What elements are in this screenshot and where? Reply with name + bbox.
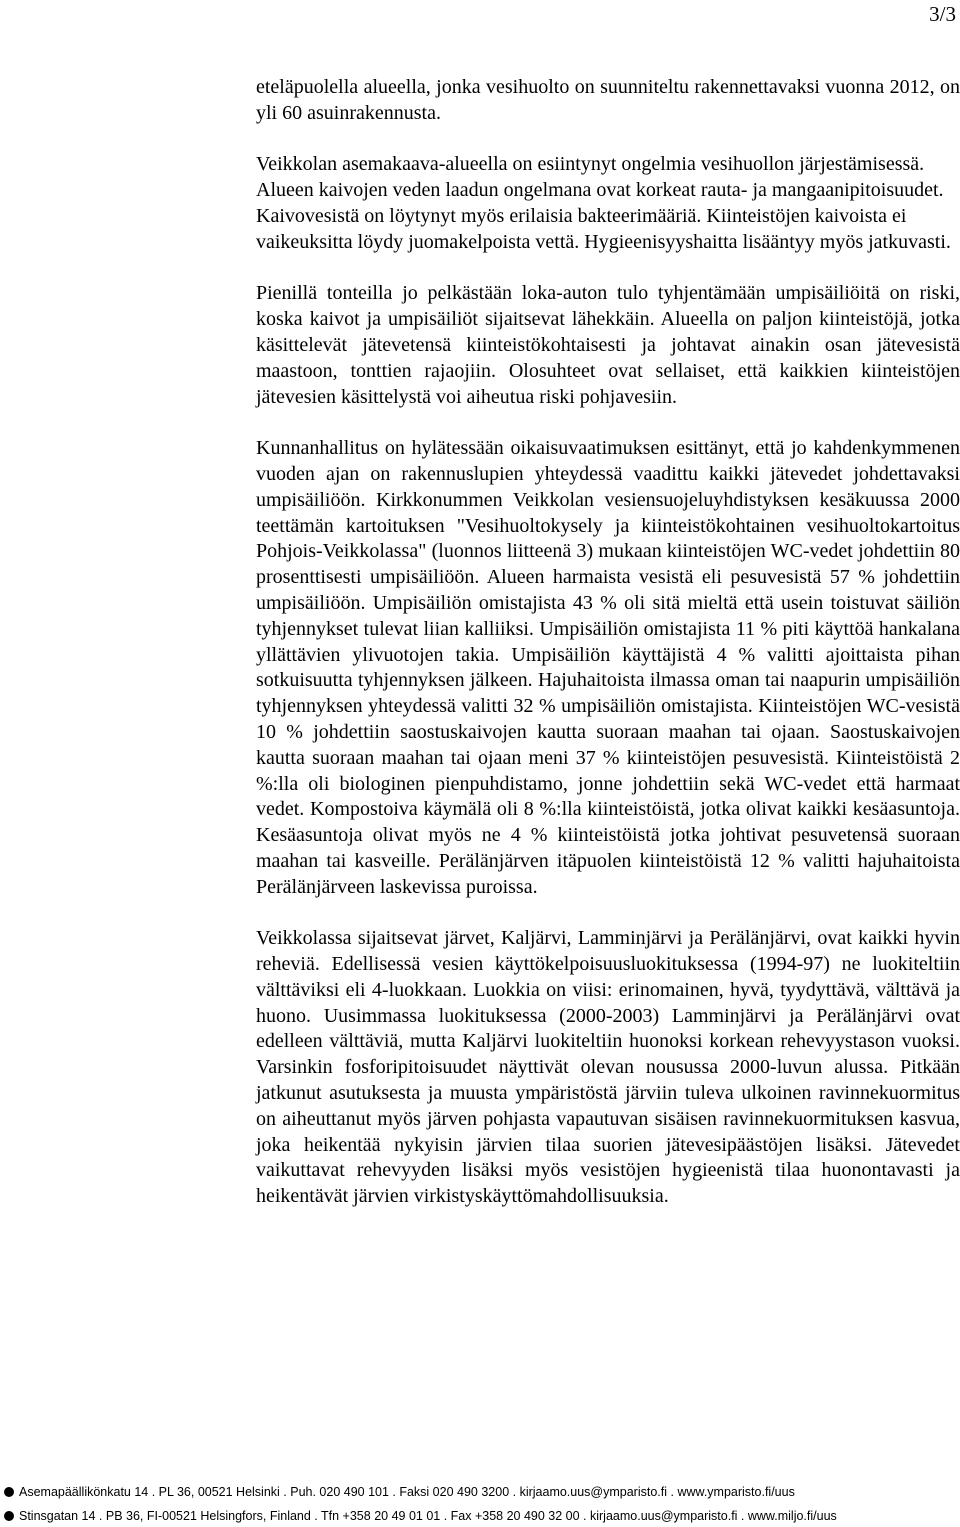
footer-address-finnish bbox=[4, 1484, 960, 1500]
paragraph-2: Veikkolan asemakaava-alueella on esiintynyt ongelmia vesihuollon järjestämisessä. Alueen kaivojen veden laadun ongelmana ovat korkeat rauta- ja mangaanipitoisuudet. Kaivovesistä on löytynyt myös erilaisia bakteerimääriä. Kiinteistöjen kaivoista ei vaikeuksitta löydy juomakelpoista vettä. Hygieenisyyshaitta lisääntyy myös jatkuvasti. bbox=[256, 153, 951, 253]
footer-address-swedish bbox=[4, 1508, 960, 1524]
paragraph-1: eteläpuolella alueella, jonka vesihuolto on suunniteltu rakennettavaksi vuonna 2012, on yli 60 asuinrakennusta. bbox=[256, 76, 960, 124]
bullet-icon bbox=[4, 1511, 14, 1521]
paragraph-5: Veikkolassa sijaitsevat järvet, Kaljärvi, Lamminjärvi ja Perälänjärvi, ovat kaikki hyvin reheviä. Edellisessä vesien käyttökelpoisuusluokituksessa (1994-97) ne luokiteltiin välttäviksi eli 4-luokkaan. Luokkia on viisi: erinomainen, hyvä, tyydyttävä, välttävä ja huono. Uusimmassa luokituksessa (2000-2003) Lamminjärvi ja Perälänjärvi ovat edelleen välttäviä, mutta Kaljärvi luokiteltiin huonoksi korkean rehevyystason vuoksi. Varsinkin fosforipitoisuudet näyttivät olevan nousussa 2000-luvun alussa. Pitkään jatkunut asutuksesta ja muusta ympäristöstä järviin tuleva ulkoinen ravinnekuormitus on aiheuttanut myös järven pohjasta vapautuvan sisäisen ravinnekuormituksen kasvua, joka heikentää nykyisin järvien tilaa suorien jätevesipäästöjen lisäksi. Jätevedet vaikuttavat rehevyyden lisäksi myös vesistöjen hygieenistä tilaa huonontavasti ja heikentävät järvien virkistyskäyttömahdollisuuksia. bbox=[256, 927, 960, 1208]
bullet-icon bbox=[4, 1487, 14, 1497]
footer-address-finnish-text: Asemapäällikönkatu 14 . PL 36, 00521 Helsinki . Puh. 020 490 101 . Faksi 020 490 3200 . kirjaamo.uus@ymparisto.fi . www.ymparisto.fi/uus bbox=[19, 1485, 795, 1499]
document-body bbox=[256, 75, 960, 1236]
footer-address-swedish-text: Stinsgatan 14 . PB 36, FI-00521 Helsingfors, Finland . Tfn +358 20 49 01 01 . Fax +358 20 490 32 00 . kirjaamo.uus@ymparisto.fi . www.miljo.fi/uus bbox=[19, 1509, 837, 1523]
paragraph-4: Kunnanhallitus on hylätessään oikaisuvaatimuksen esittänyt, että jo kahdenkymmenen vuoden ajan on rakennuslupien yhteydessä vaadittu kaikki jätevedet johdettavaksi umpisäiliöön. Kirkkonummen Veikkolan vesiensuojeluyhdistyksen kesäkuussa 2000 teettämän kartoituksen "Vesihuoltokysely ja kiinteistökohtainen vesihuoltokartoitus Pohjois-Veikkolassa" (luonnos liitteenä 3) mukaan kiinteistöjen WC-vedet johdettiin 80 prosenttisesti umpisäiliöön. Alueen harmaista vesistä eli pesuvesistä 57 % johdettiin umpisäiliöön. Umpisäiliön omistajista 43 % oli sitä mieltä että usein toistuvat säiliön tyhjennykset tulevat liian kalliiksi. Umpisäiliön omistajista 11 % piti käyttöä hankalana yllättävien ylivuotojen takia. Umpisäiliön käyttäjistä 4 % valitti ajoittaista pihan sotkuisuutta tyhjennyksen jälkeen. Hajuhaitoista ilmassa oman tai naapurin umpisäiliön tyhjennyksen yhteydessä valitti 32 % umpisäiliön omistajista. Kiinteistöjen WC-vesistä 10 % johdettiin saostuskaivojen kautta suoraan maahan tai ojaan. Saostuskaivojen kautta suoraan maahan tai ojaan meni 37 % kiinteistöjen pesuvesistä. Kiinteistöistä 2 %:lla oli biologinen pienpuhdistamo, jonne johdettiin sekä WC-vedet että harmaat vedet. Kompostoiva käymälä oli 8 %:lla kiinteistöistä, jotka olivat kaikki kesäasuntoja. Kesäasuntoja olivat myös ne 4 % kiinteistöistä jotka johtivat pesuvetensä suoraan maahan tai kasveille. Perälänjärven itäpuolen kiinteistöistä 12 % valitti hajuhaitoista Perälänjärveen laskevissa puroissa. bbox=[256, 437, 960, 898]
page-number: 3/3 bbox=[929, 2, 956, 26]
paragraph-3: Pienillä tonteilla jo pelkästään loka-auton tulo tyhjentämään umpisäiliöitä on riski, koska kaivot ja umpisäiliöt sijaitsevat lähekkäin. Alueella on paljon kiinteistöjä, jotka käsittelevät jätevetensä kiinteistökohtaisesti ja johtavat ainakin osan jätevesistä maastoon, tonttien rajaojiin. Olosuhteet ovat sellaiset, että kaikkien kiinteistöjen jätevesien käsittelystä voi aiheutua riski pohjavesiin. bbox=[256, 282, 960, 408]
